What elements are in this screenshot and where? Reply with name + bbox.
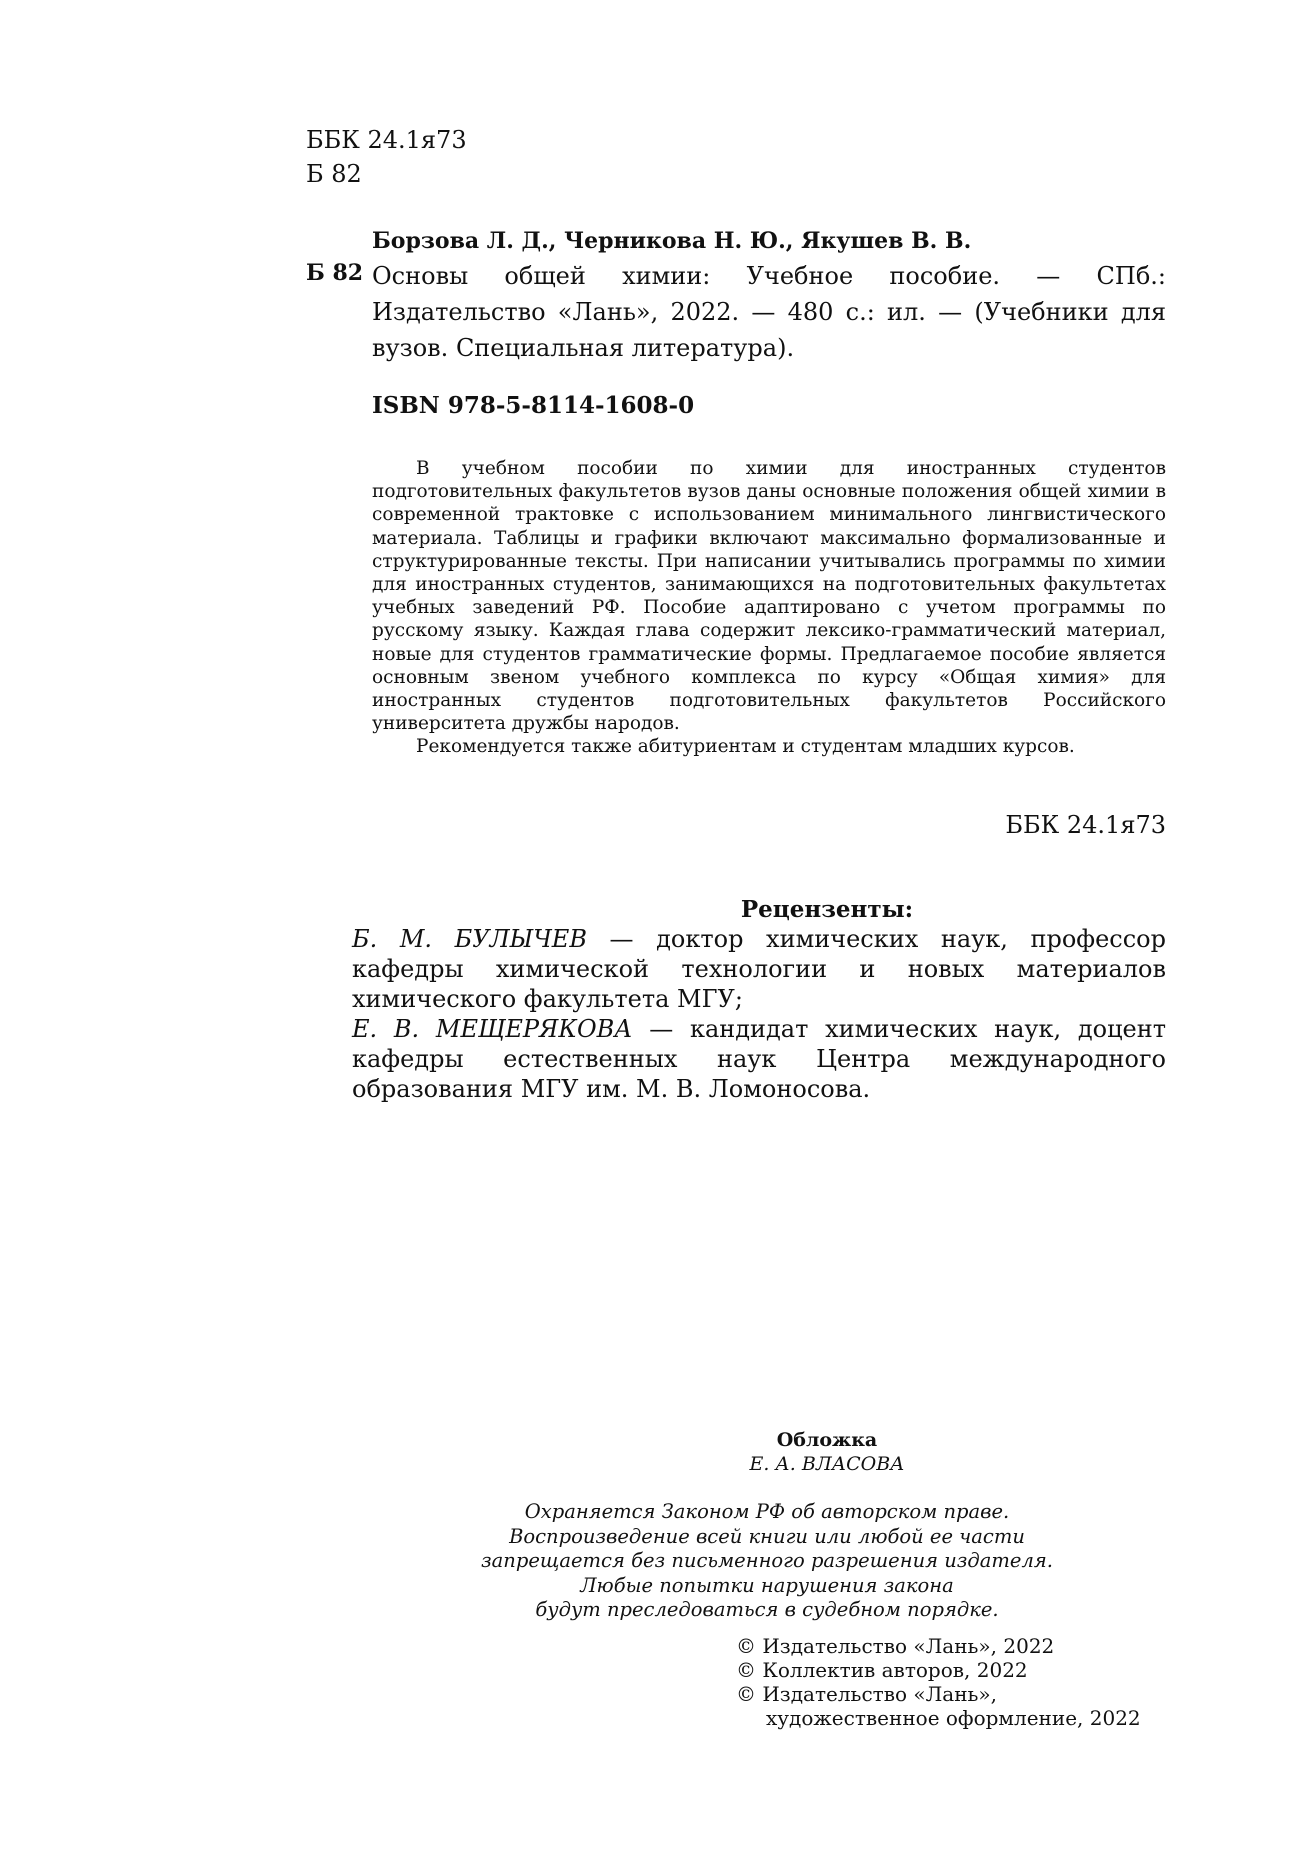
- bbk-block-top: [306, 123, 467, 191]
- reviewer-description: — доктор химических наук, профессор кафедры химической технологии и новых материалов химического факультета МГУ;: [352, 925, 1166, 1013]
- reviewer-description: — кандидат химических наук, доцент кафедры естественных наук Центра международного образования МГУ им. М. В. Ломоносова.: [352, 1015, 1167, 1103]
- copyright-line: будут преследоваться в судебном порядке.: [535, 1598, 999, 1621]
- copyright-holder: © Издательство «Лань», 2022: [736, 1634, 1055, 1658]
- author-code: Б 82: [306, 160, 362, 188]
- cover-designer: Е. А. ВЛАСОВА: [749, 1453, 905, 1475]
- annotation-recommendation: Рекомендуется также абитуриентам и студентам младших курсов.: [416, 736, 1075, 758]
- copyright-holder: © Издательство «Лань»,: [736, 1682, 998, 1706]
- author-sign: Б 82: [306, 260, 364, 286]
- reviewer-name: Б. М. БУЛЫЧЕВ: [352, 925, 587, 953]
- reviewer-entry: [352, 924, 1166, 1014]
- copyright-line: Воспроизведение всей книги или любой ее части: [509, 1524, 1025, 1548]
- reviewers-list: [352, 924, 1166, 1104]
- bbk-index-right: ББК 24.1я73: [1005, 811, 1166, 839]
- reviewer-entry: [352, 1014, 1166, 1104]
- copyright-holders: [736, 1634, 1141, 1730]
- bbk-index: ББК 24.1я73: [306, 126, 467, 154]
- authors-line: Борзова Л. Д., Черникова Н. Ю., Якушев В. В.: [372, 228, 972, 254]
- copyright-holder: художественное оформление, 2022: [766, 1706, 1141, 1730]
- annotation: [372, 457, 1166, 759]
- isbn: ISBN 978-5-8114-1608-0: [372, 392, 695, 419]
- copyright-line: Охраняется Законом РФ об авторском праве.: [524, 1500, 1010, 1523]
- copyright-notice: [420, 1500, 1114, 1623]
- copyright-holder: © Коллектив авторов, 2022: [736, 1658, 1028, 1682]
- cover-credit: [580, 1428, 1074, 1476]
- annotation-text: В учебном пособии по химии для иностранных студентов подготовительных факультетов вузов даны основные положения общей химии в современной трактовке с использованием минимального лингвистического материала. Таблицы и графики включают максимально формализованные и структурированные тексты. При написании учитывались программы по химии для иностранных студентов, занимающихся на подготовительных факультетах учебных заведений РФ. Пособие адаптировано с учетом программы по русскому языку. Каждая глава содержит лексико-грамматический материал, новые для студентов грамматические формы. Предлагаемое пособие является основным звеном учебного комплекса по курсу «Общая химия» для иностранных студентов подготовительных факультетов Российского университета дружбы народов.: [372, 458, 1166, 735]
- reviewer-name: Е. В. МЕЩЕРЯКОВА: [352, 1015, 633, 1043]
- bibliographic-description: Основы общей химии: Учебное пособие. — СПб.: Издательство «Лань», 2022. — 480 с.: ил. — (Учебники для вузов. Специальная литература).: [372, 262, 1166, 362]
- copyright-line: запрещается без письменного разрешения издателя.: [481, 1549, 1053, 1572]
- cover-label: Обложка: [776, 1429, 878, 1451]
- reviewers-title: Рецензенты:: [740, 896, 914, 923]
- copyright-line: Любые попытки нарушения закона: [580, 1573, 954, 1597]
